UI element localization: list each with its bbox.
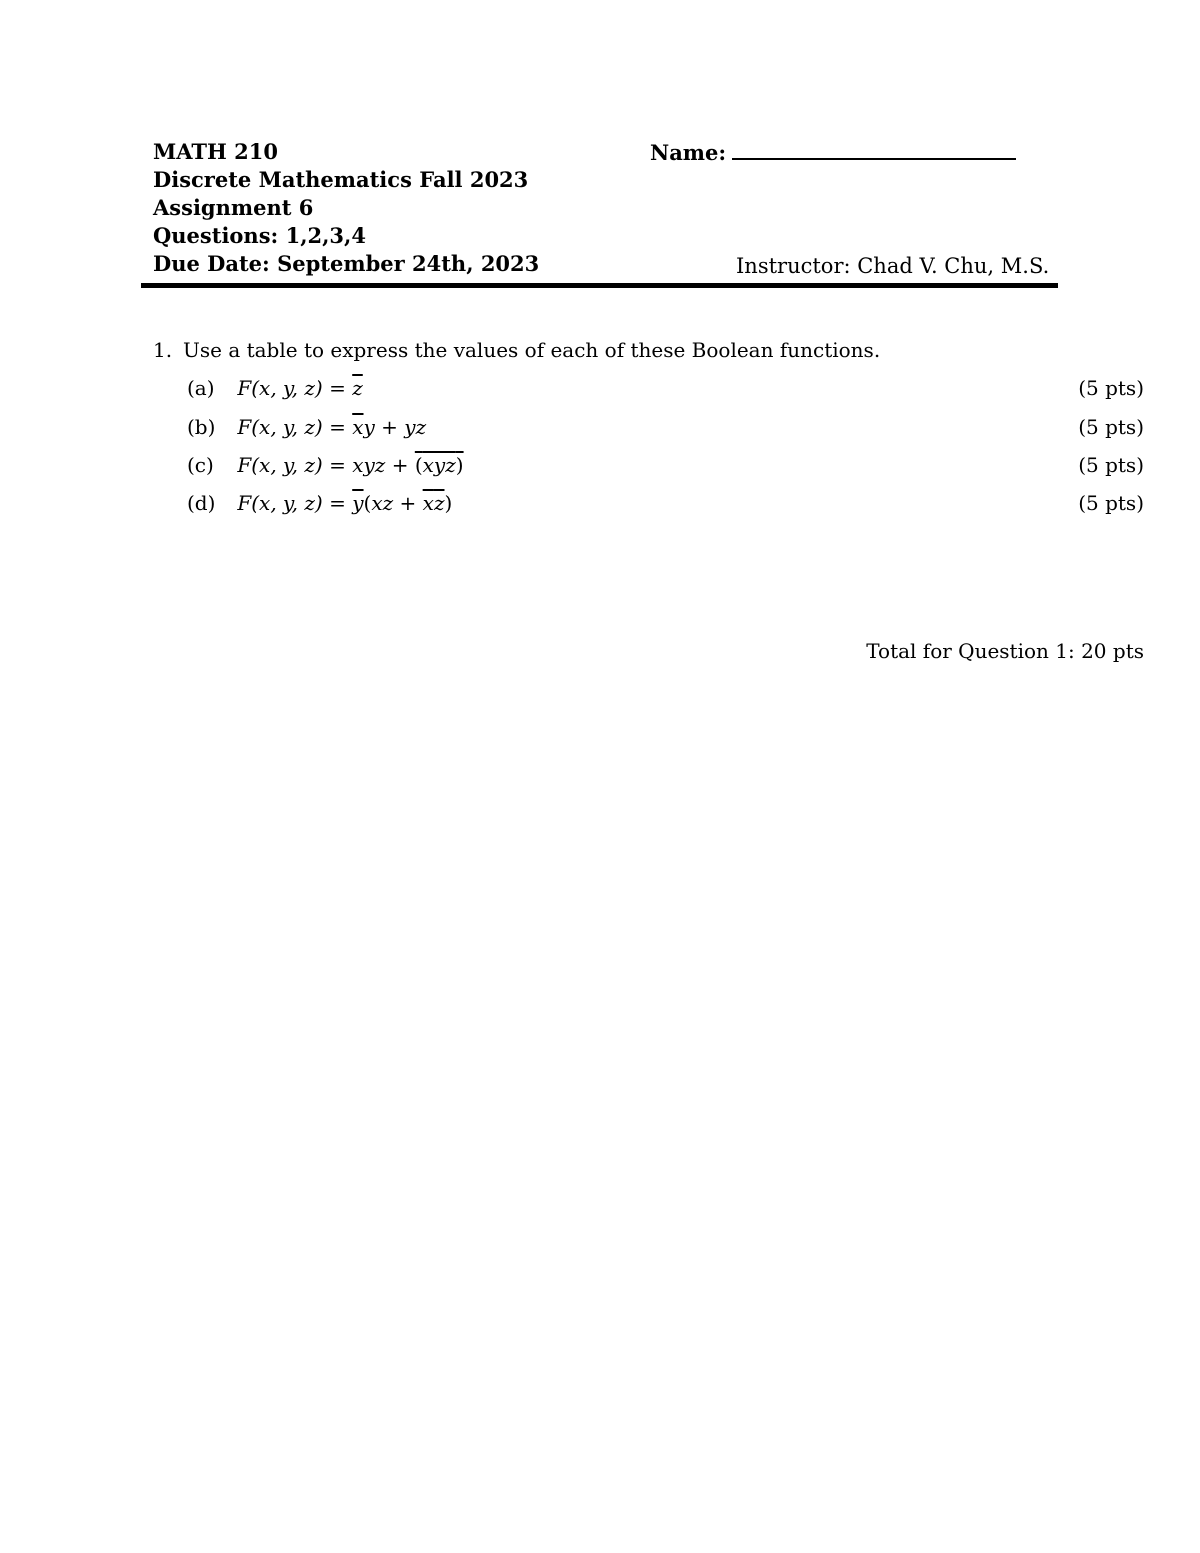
question-text: Use a table to express the values of each of these Boolean functions. bbox=[183, 338, 881, 362]
function-lhs: F(x, y, z) = bbox=[237, 453, 346, 477]
header-divider bbox=[141, 283, 1058, 288]
points: (5 pts) bbox=[1078, 376, 1144, 400]
function-lhs: F(x, y, z) = bbox=[237, 376, 346, 400]
course-code: MATH 210 bbox=[153, 139, 279, 164]
part-b bbox=[187, 413, 1144, 441]
points: (5 pts) bbox=[1078, 453, 1144, 477]
question-1-prompt bbox=[153, 336, 880, 364]
name-label: Name: bbox=[650, 140, 727, 165]
function-rhs: xyz + (xyz) bbox=[352, 453, 464, 477]
function-lhs: F(x, y, z) = bbox=[237, 491, 346, 515]
part-label: (d) bbox=[187, 491, 216, 515]
course-title: Discrete Mathematics Fall 2023 bbox=[153, 167, 529, 192]
name-blank-line[interactable] bbox=[732, 138, 1016, 160]
function-rhs: $\overline{x}y$ + yz bbox=[352, 415, 427, 439]
points: (5 pts) bbox=[1078, 415, 1144, 439]
part-d bbox=[187, 489, 1144, 517]
part-a bbox=[187, 374, 1144, 402]
part-label: (a) bbox=[187, 376, 215, 400]
part-label: (b) bbox=[187, 415, 216, 439]
part-c bbox=[187, 451, 1144, 479]
question-1-total: Total for Question 1: 20 pts bbox=[866, 639, 1144, 663]
questions-list: Questions: 1,2,3,4 bbox=[153, 223, 366, 248]
part-label: (c) bbox=[187, 453, 214, 477]
function-lhs: F(x, y, z) = bbox=[237, 415, 346, 439]
due-date: Due Date: September 24th, 2023 bbox=[153, 251, 540, 276]
points: (5 pts) bbox=[1078, 491, 1144, 515]
instructor: Instructor: Chad V. Chu, M.S. bbox=[736, 254, 1050, 278]
name-field bbox=[650, 138, 1016, 167]
function-rhs: $\overline{z}$ bbox=[352, 376, 363, 400]
function-rhs: $\overline{y}(xz + \overline{x}\overline{z})$ bbox=[352, 491, 453, 515]
question-number: 1. bbox=[153, 338, 173, 362]
assignment-title: Assignment 6 bbox=[153, 195, 314, 220]
